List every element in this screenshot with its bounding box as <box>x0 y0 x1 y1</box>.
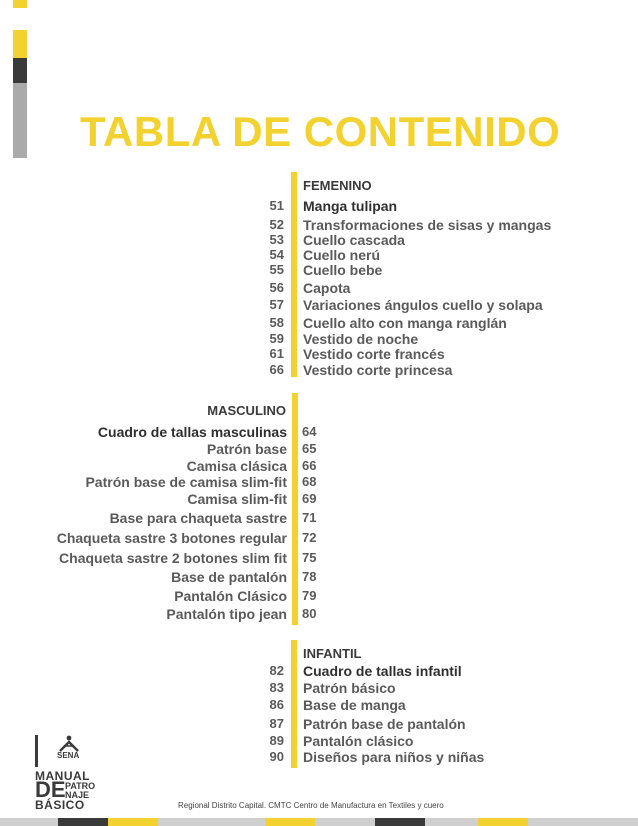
page-number: 86 <box>269 697 284 712</box>
page-number: 56 <box>269 280 284 295</box>
entry-label: Camisa slim-fit <box>187 491 287 507</box>
footer-text: Regional Distrito Capital. CMTC Centro de Manufactura en Textiles y cuero <box>178 801 444 810</box>
page-number: 82 <box>269 663 284 678</box>
infantil-heading: INFANTIL <box>303 646 362 661</box>
entry-label: Chaqueta sastre 3 botones regular <box>56 530 287 546</box>
page-number: 54 <box>269 247 284 262</box>
logo-naje: NAJE <box>65 790 90 800</box>
entry-label: Patrón base de camisa slim-fit <box>85 474 287 490</box>
page-number: 66 <box>269 362 284 377</box>
page-number: 75 <box>302 550 317 565</box>
logo-patro: PATRO <box>65 781 96 791</box>
masculino-divider <box>292 393 298 625</box>
page-number: 83 <box>269 680 284 695</box>
femenino-divider <box>291 172 297 377</box>
entry-label: Camisa clásica <box>186 458 287 474</box>
page-number: 69 <box>302 491 317 506</box>
entry-label: Vestido de noche <box>303 331 419 347</box>
page-number: 53 <box>269 232 284 247</box>
page-number: 72 <box>302 530 317 545</box>
manual-logo <box>35 735 100 810</box>
sena-label: SENA <box>57 751 80 760</box>
entry-label: Vestido corte francés <box>303 346 445 362</box>
page-number: 89 <box>269 733 284 748</box>
page-number: 55 <box>269 262 284 277</box>
masculino-heading: MASCULINO <box>207 403 286 418</box>
page-number: 59 <box>269 331 284 346</box>
page-number: 87 <box>269 716 284 731</box>
page-number: 66 <box>302 458 317 473</box>
entry-label: Cuello alto con manga ranglán <box>303 315 507 331</box>
entry-label: Base para chaqueta sastre <box>109 510 287 526</box>
page-number: 61 <box>269 346 284 361</box>
page-number: 71 <box>302 510 317 525</box>
entry-label: Diseños para niños y niñas <box>303 749 485 765</box>
page-number: 68 <box>302 474 317 489</box>
entry-label: Patrón base <box>206 441 287 457</box>
page-number: 78 <box>302 569 317 584</box>
infantil-divider <box>291 640 297 768</box>
page-number: 64 <box>302 424 317 439</box>
entry-label: Variaciones ángulos cuello y solapa <box>303 297 543 313</box>
logo-basico: BÁSICO <box>35 798 85 812</box>
entry-label: Patrón básico <box>303 680 396 696</box>
entry-label: Base de manga <box>303 697 406 713</box>
page-number: 58 <box>269 315 284 330</box>
entry-label: Cuadro de tallas masculinas <box>97 424 287 440</box>
bottom-decoration <box>0 818 638 826</box>
page-number: 51 <box>269 198 284 213</box>
entry-label: Patrón base de pantalón <box>303 716 466 732</box>
femenino-heading: FEMENINO <box>303 178 372 193</box>
entry-label: Pantalón tipo jean <box>166 606 287 622</box>
logo-manual: MANUAL <box>35 769 90 783</box>
logo-de: DE <box>35 777 66 802</box>
entry-label: Cuello nerú <box>303 247 381 263</box>
entry-label: Manga tulipan <box>303 198 398 214</box>
entry-label: Base de pantalón <box>171 569 287 585</box>
entry-label: Cuadro de tallas infantil <box>303 663 462 679</box>
entry-label: Chaqueta sastre 2 botones slim fit <box>59 550 287 566</box>
page-number: 65 <box>302 441 317 456</box>
entry-label: Cuello cascada <box>303 232 405 248</box>
entry-label: Transformaciones de sisas y mangas <box>303 217 552 233</box>
entry-label: Pantalón Clásico <box>174 588 287 604</box>
entry-label: Capota <box>303 280 351 296</box>
entry-label: Cuello bebe <box>303 262 383 278</box>
page-number: 90 <box>269 749 284 764</box>
page-number: 79 <box>302 588 317 603</box>
page-number: 80 <box>302 606 317 621</box>
entry-label: Pantalón clásico <box>303 733 414 749</box>
page-number: 57 <box>269 297 284 312</box>
entry-label: Vestido corte princesa <box>303 362 453 378</box>
page-number: 52 <box>269 217 284 232</box>
page-title: TABLA DE CONTENIDO <box>80 108 561 155</box>
